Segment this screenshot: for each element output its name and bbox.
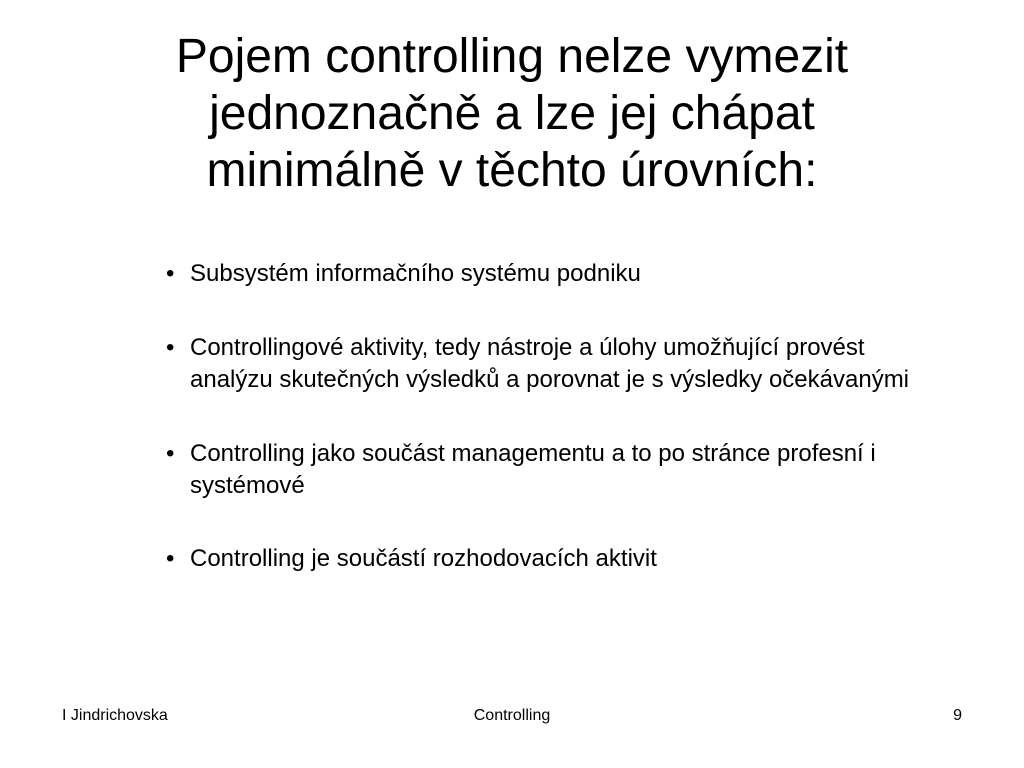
bullet-item [160,258,920,290]
title-line: minimálně v těchto úrovních: [206,144,818,197]
footer-page-number: 9 [953,707,962,724]
title-line: jednoznačně a lze jej chápat [209,87,815,140]
bullet-item [160,332,920,396]
bullet-text: Controllingové aktivity, tedy nástroje a úlohy umožňující provést analýzu skutečných výsledků a porovnat je s výsledky očekávanými [190,334,910,393]
bullet-item [160,438,920,502]
bullet-dot-icon: • [166,440,175,467]
bullet-text: Controlling je součástí rozhodovacích aktivit [190,545,657,572]
footer-author: I Jindrichovska [62,707,168,724]
bullet-text: Controlling jako součást managementu a to po stránce profesní i systémové [190,440,876,499]
slide-title [60,28,964,199]
bullet-item [160,543,920,575]
bullet-dot-icon: • [166,545,175,572]
title-line: Pojem controlling nelze vymezit [175,30,849,83]
footer-topic: Controlling [473,707,551,724]
bullet-dot-icon: • [166,260,175,287]
bullet-text: Subsystém informačního systému podniku [190,260,641,287]
bullet-list [160,258,920,617]
bullet-dot-icon: • [166,334,175,361]
